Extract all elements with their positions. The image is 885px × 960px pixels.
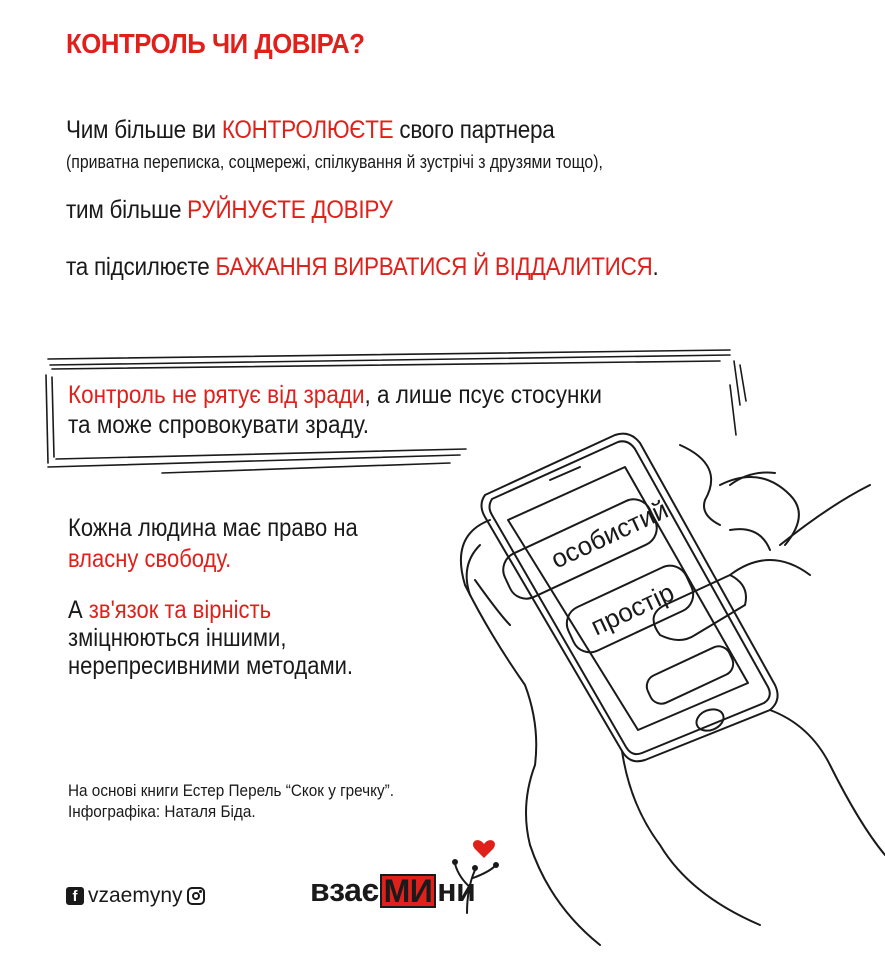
social-handle-text: vzaemyny: [88, 884, 183, 907]
callout-line-1-tail: , а лише псує стосунки: [364, 381, 602, 409]
intro-line-1-highlight: КОНТРОЛЮЄТЕ: [221, 116, 394, 144]
page-title: КОНТРОЛЬ ЧИ ДОВІРА?: [66, 28, 365, 59]
intro-line-1: [66, 116, 555, 145]
logo-part-2: ни: [437, 872, 476, 908]
intro-line-2-highlight: РУЙНУЄТЕ ДОВІРУ: [187, 196, 393, 224]
instagram-icon[interactable]: [187, 887, 205, 905]
intro-line-1-tail: свого партнера: [393, 116, 555, 144]
fidelity-line-3: нерепресивними методами.: [68, 652, 353, 680]
intro-line-1-text: Чим більше ви: [66, 116, 222, 144]
freedom-line-1: Кожна людина має право на: [68, 514, 358, 542]
fidelity-paragraph: [68, 596, 353, 680]
credits-author: Інфографіка: Наталя Біда.: [68, 802, 256, 821]
fidelity-line-2: зміцнюються іншими,: [68, 624, 287, 652]
credits: [68, 780, 394, 822]
freedom-paragraph: [68, 513, 358, 575]
logo-highlight: МИ: [380, 874, 437, 908]
heart-sprig-icon: [445, 828, 505, 918]
intro-line-2-text: тим більше: [66, 196, 188, 224]
credits-source: На основі книги Естер Перель “Скок у гречку”.: [68, 781, 395, 800]
intro-line-3-tail: .: [652, 253, 659, 281]
bubble-personal: особистий: [546, 494, 673, 575]
freedom-highlight: власну свободу.: [68, 545, 232, 573]
intro-line-3-text: та підсилюєте: [66, 253, 216, 281]
fidelity-line-1: [68, 596, 353, 624]
intro-line-2: [66, 196, 393, 225]
fidelity-line-1-text: А: [68, 596, 89, 624]
logo-part-1: взає: [310, 872, 379, 908]
callout-line-1: [68, 380, 602, 410]
callout-highlight: Контроль не рятує від зради: [68, 381, 365, 409]
intro-line-3: [66, 253, 659, 282]
intro-line-1-note: (приватна переписка, соцмережі, спілкування й зустрічі з друзями тощо),: [66, 152, 603, 172]
intro-line-3-highlight: БАЖАННЯ ВИРВАТИСЯ Й ВІДДАЛИТИСЯ: [215, 253, 653, 281]
facebook-icon[interactable]: f: [66, 887, 84, 905]
social-handle[interactable]: [66, 884, 205, 908]
bubble-space: простір: [586, 576, 679, 642]
callout-line-2: та може спровокувати зраду.: [68, 411, 369, 439]
fidelity-highlight: зв'язок та вірність: [88, 596, 272, 624]
